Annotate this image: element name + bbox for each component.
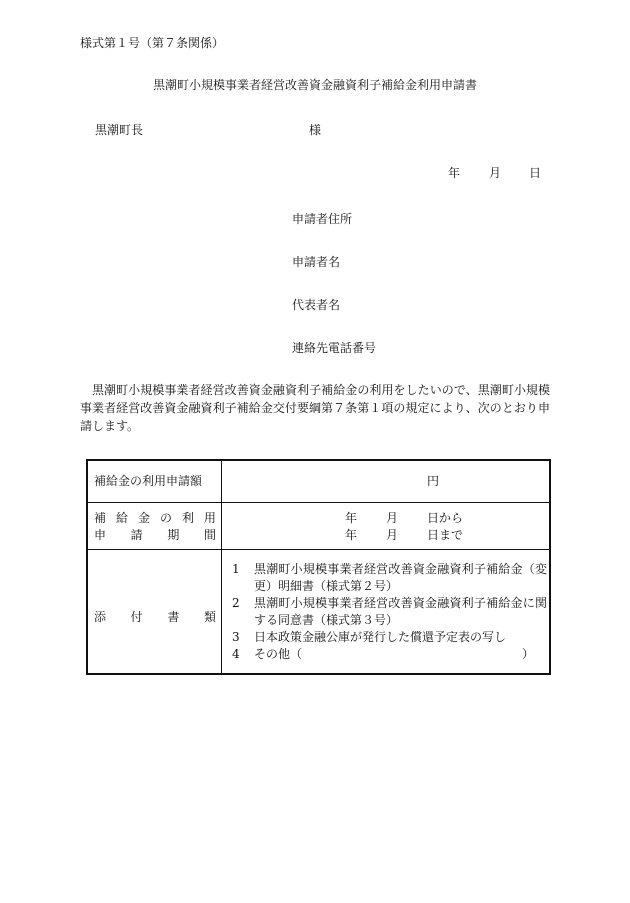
attachments-label-char: 類 bbox=[203, 610, 216, 624]
period-from-year: 年 bbox=[345, 511, 358, 525]
period-label-char: 期 bbox=[167, 528, 180, 542]
applicant-address-label: 申請者住所 bbox=[292, 212, 353, 226]
honorific: 様 bbox=[309, 123, 322, 137]
list-item-number: 2 bbox=[232, 596, 240, 610]
application-table bbox=[86, 459, 551, 675]
document-title: 黒潮町小規模事業者経営改善資金融資利子補給金利用申請書 bbox=[152, 78, 477, 92]
table-row-divider bbox=[88, 502, 549, 503]
table-column-divider bbox=[221, 461, 222, 673]
date-month-label: 月 bbox=[489, 166, 502, 180]
period-label-char: 補 bbox=[94, 511, 107, 525]
period-to-year: 年 bbox=[345, 528, 358, 542]
list-item bbox=[232, 561, 547, 595]
attachments-list bbox=[232, 561, 547, 663]
period-label-char: 間 bbox=[203, 528, 216, 542]
list-item-text: 黒潮町小規模事業者経営改善資金融資利子補給金に関する同意書（様式第３号） bbox=[254, 596, 547, 627]
date-day-label: 日 bbox=[529, 166, 542, 180]
attachments-label-char: 添 bbox=[94, 610, 107, 624]
application-statement: 黒潮町小規模事業者経営改善資金融資利子補給金の利用をしたいので、黒潮町小規模事業者経営改善資金融資利子補給金交付要綱第７条第１項の規定により、次のとおり申請します。 bbox=[80, 383, 550, 433]
table-row-divider bbox=[88, 549, 549, 550]
list-item-number: 4 bbox=[232, 647, 240, 661]
applicant-name-label: 申請者名 bbox=[292, 255, 341, 269]
period-to-day: 日まで bbox=[427, 528, 464, 542]
period-to-month: 月 bbox=[386, 528, 399, 542]
form-number: 様式第１号（第７条関係） bbox=[80, 36, 225, 50]
attachments-label bbox=[94, 611, 216, 623]
list-item bbox=[232, 629, 547, 646]
period-label-char: 給 bbox=[115, 511, 128, 525]
attachments-label-char: 書 bbox=[167, 610, 180, 624]
period-label-char: 金 bbox=[137, 511, 150, 525]
addressee: 黒潮町長 bbox=[95, 123, 144, 137]
date-year-label: 年 bbox=[448, 166, 461, 180]
amount-label: 補給金の利用申請額 bbox=[94, 474, 203, 488]
list-item bbox=[232, 595, 547, 629]
period-label-line1 bbox=[94, 512, 216, 524]
list-item-number: 3 bbox=[232, 630, 240, 644]
period-label-char: 申 bbox=[94, 528, 107, 542]
period-label-char: の bbox=[159, 511, 172, 525]
list-item-text: 日本政策金融公庫が発行した償還予定表の写し bbox=[254, 630, 507, 644]
list-item bbox=[232, 646, 547, 663]
amount-unit: 円 bbox=[427, 474, 440, 488]
period-from-day: 日から bbox=[427, 511, 464, 525]
period-label-line2 bbox=[94, 529, 216, 541]
other-close: ） bbox=[521, 647, 534, 661]
list-item-number: 1 bbox=[232, 562, 240, 576]
period-label-char: 用 bbox=[203, 511, 216, 525]
period-label-char: 請 bbox=[130, 528, 143, 542]
attachments-label-char: 付 bbox=[130, 610, 143, 624]
contact-phone-label: 連絡先電話番号 bbox=[292, 341, 377, 355]
other-open: その他（ bbox=[254, 647, 303, 661]
representative-name-label: 代表者名 bbox=[292, 298, 341, 312]
list-item-text: 黒潮町小規模事業者経営改善資金融資利子補給金（変更）明細書（様式第２号） bbox=[254, 562, 547, 593]
period-label-char: 利 bbox=[181, 511, 194, 525]
period-from-month: 月 bbox=[386, 511, 399, 525]
other-attachment-line bbox=[254, 646, 534, 663]
